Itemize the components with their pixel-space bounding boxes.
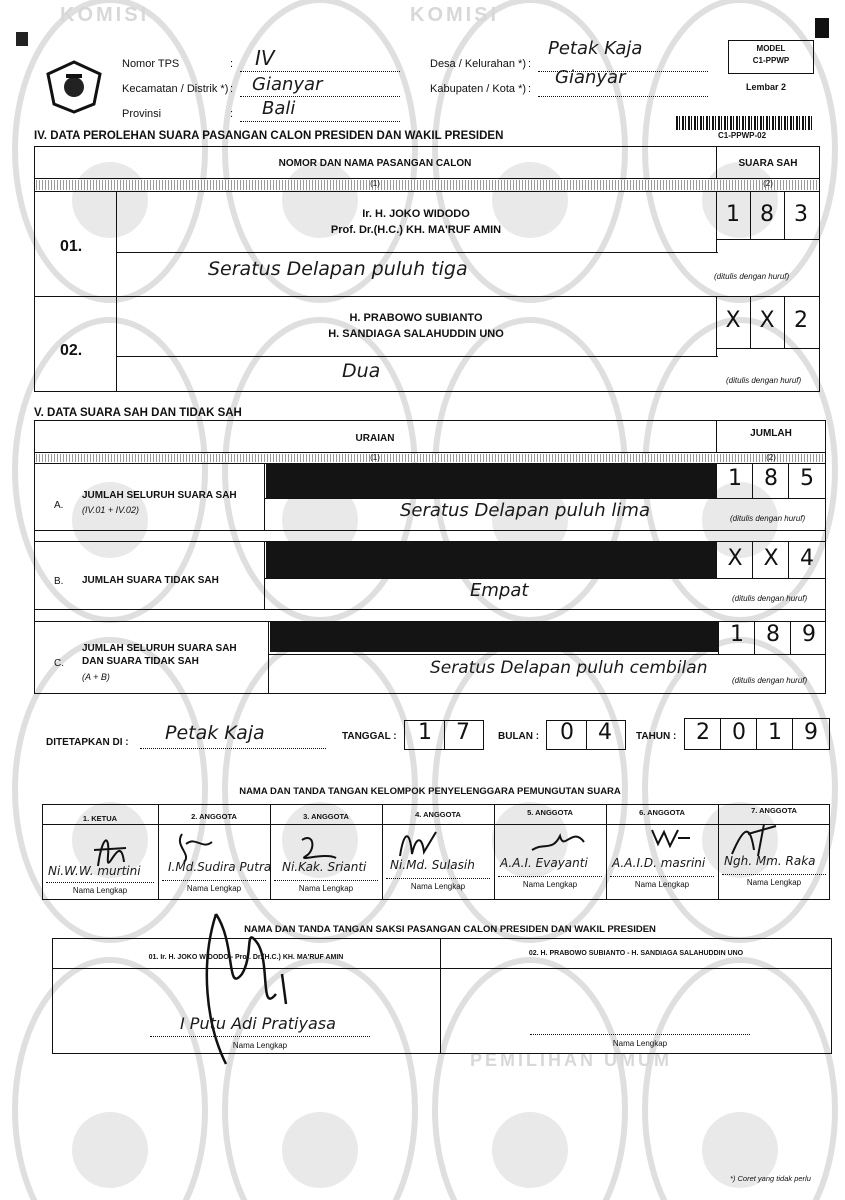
barcode [676, 116, 814, 130]
divider [116, 252, 718, 253]
words-note: (ditulis dengan huruf) [726, 376, 802, 385]
kpps-role: 2. ANGGOTA [191, 812, 237, 821]
name-caption: Nama Lengkap [634, 880, 690, 889]
name-caption: Nama Lengkap [232, 1041, 288, 1050]
kpu-logo-icon [44, 60, 104, 114]
divider [264, 498, 826, 499]
section-v-title: V. DATA SUARA SAH DAN TIDAK SAH [34, 407, 242, 419]
date-digit: 0 [560, 720, 574, 745]
colon: : [230, 108, 234, 120]
vote-digit: 1 [726, 202, 740, 227]
divider [716, 146, 717, 178]
row-sub: (A + B) [82, 672, 110, 682]
name-caption: Nama Lengkap [746, 878, 802, 887]
total-digit: X [727, 546, 743, 571]
divider [716, 463, 717, 498]
vote-digit: X [759, 308, 775, 333]
candidate-number: 02. [60, 342, 83, 359]
name-underline [150, 1036, 370, 1037]
words-note: (ditulis dengan huruf) [732, 594, 808, 603]
date-digit: 0 [732, 720, 746, 745]
tahun-label: TAHUN : [636, 731, 677, 742]
kpps-name: Ngh. Mm. Raka [724, 854, 816, 868]
col-num-1: (1) [370, 179, 380, 188]
kpps-name: A.A.I. Evayanti [500, 856, 588, 870]
total-digit: 5 [800, 466, 814, 491]
row-letter: A. [54, 500, 64, 511]
signature [648, 824, 692, 856]
name-underline [274, 880, 378, 881]
saksi-col2: 02. H. PRABOWO SUBIANTO - H. SANDIAGA SALAHUDDIN UNO [528, 950, 744, 957]
kpps-role: 7. ANGGOTA [751, 806, 797, 815]
candidate-name: Ir. H. JOKO WIDODO [362, 208, 470, 220]
kabupaten-value: Gianyar [555, 67, 626, 88]
kpps-name: Ni.W.W. murtini [48, 864, 141, 878]
provinsi-label: Provinsi [122, 108, 162, 120]
kpps-role: 6. ANGGOTA [639, 808, 685, 817]
form-code: C1-PPWP-02 [718, 131, 767, 140]
kpps-name: A.A.I.D. masrini [612, 856, 706, 870]
vote-digit: 3 [794, 202, 808, 227]
name-underline [46, 882, 154, 883]
desa-value: Petak Kaja [548, 38, 643, 59]
saksi-col1: 01. Ir. H. JOKO WIDODO - Prof. Dr.(H.C.) KH. MA'RUF AMIN [148, 954, 344, 961]
kpps-name: Ni.Kak. Srianti [282, 860, 367, 874]
vote-digit: 2 [794, 308, 808, 333]
col-name-header: NOMOR DAN NAMA PASANGAN CALON [278, 158, 472, 169]
date-digit: 9 [804, 720, 818, 745]
name-underline [498, 876, 602, 877]
tps-label: Nomor TPS [122, 58, 180, 70]
divider [444, 720, 445, 750]
divider [792, 718, 793, 750]
divider [34, 296, 820, 297]
candidate-name: Prof. Dr.(H.C.) KH. MA'RUF AMIN [330, 224, 502, 236]
kecamatan-label: Kecamatan / Distrik *) [122, 83, 229, 95]
total-digit: 8 [764, 466, 778, 491]
desa-label: Desa / Kelurahan *) [430, 58, 526, 70]
name-underline [386, 878, 490, 879]
divider [788, 541, 789, 578]
colon: : [230, 83, 234, 95]
provinsi-value: Bali [262, 98, 296, 119]
date-digit: 4 [598, 720, 612, 745]
name-caption: Nama Lengkap [612, 1039, 668, 1048]
divider [34, 609, 826, 610]
total-digit: 1 [728, 466, 742, 491]
corner-mark-right [815, 18, 829, 38]
candidate-name: H. SANDIAGA SALAHUDDIN UNO [328, 328, 504, 340]
divider [264, 578, 826, 579]
words-note: (ditulis dengan huruf) [714, 272, 790, 281]
name-underline [162, 880, 266, 881]
lembar-label: Lembar 2 [746, 82, 787, 92]
watermark-text-komisi-2: KOMISI [410, 4, 500, 26]
divider [716, 239, 820, 240]
divider [756, 718, 757, 750]
name-caption: Nama Lengkap [298, 884, 354, 893]
col-num-2: (2) [766, 453, 776, 462]
bulan-label: BULAN : [498, 731, 540, 742]
kecamatan-value: Gianyar [252, 74, 323, 95]
row-label: JUMLAH SUARA TIDAK SAH [82, 575, 219, 586]
saksi-name: I Putu Adi Pratiyasa [180, 1014, 336, 1033]
date-digit: 7 [456, 720, 470, 745]
divider [264, 463, 265, 530]
divider [716, 348, 820, 349]
row-letter: B. [54, 576, 64, 587]
divider [754, 621, 755, 654]
tanggal-label: TANGGAL : [342, 731, 397, 742]
tps-value: IV [255, 46, 275, 70]
ditetapkan-value: Petak Kaja [165, 722, 265, 744]
divider [268, 621, 269, 693]
watermark-text-komisi: KOMISI [60, 4, 150, 26]
divider [716, 541, 717, 578]
total-words: Seratus Delapan puluh lima [400, 500, 650, 521]
watermark-text-pemilu: PEMILIHAN UMUM [470, 1050, 672, 1070]
vote-digit: 8 [760, 202, 774, 227]
divider [42, 824, 830, 825]
date-digit: 1 [418, 720, 432, 745]
colon: : [230, 58, 234, 70]
divider [116, 191, 117, 392]
model-line2: C1-PPWP [752, 56, 790, 65]
kecamatan-underline [240, 96, 400, 97]
divider [268, 654, 826, 655]
words-note: (ditulis dengan huruf) [732, 676, 808, 685]
kpps-role: 4. ANGGOTA [415, 810, 461, 819]
row-label: JUMLAH SELURUH SUARA SAH [82, 490, 237, 501]
date-digit: 1 [768, 720, 782, 745]
redaction-bar [266, 464, 716, 498]
total-digit: 9 [802, 622, 816, 647]
divider [788, 463, 789, 498]
total-digit: 4 [800, 546, 814, 571]
total-words: Seratus Delapan puluh cembilan [430, 658, 708, 678]
col-desc-header: URAIAN [355, 433, 395, 444]
divider [34, 621, 826, 622]
total-digit: 8 [766, 622, 780, 647]
vote-digit: X [725, 308, 741, 333]
row-sub: (IV.01 + IV.02) [82, 505, 139, 515]
total-words: Empat [470, 580, 529, 601]
divider [116, 356, 718, 357]
kpps-role: 3. ANGGOTA [303, 812, 349, 821]
date-digit: 2 [696, 720, 710, 745]
ditetapkan-label: DITETAPKAN DI : [46, 737, 129, 748]
col-num-2: (2) [763, 179, 773, 188]
kabupaten-underline [538, 96, 708, 97]
ditetapkan-underline [140, 748, 326, 749]
kpps-name: Ni.Md. Sulasih [390, 858, 475, 872]
tps-underline [240, 71, 400, 72]
vote-words: Dua [342, 360, 381, 382]
row-label: JUMLAH SELURUH SUARA SAH DAN SUARA TIDAK SAH [82, 643, 237, 667]
words-note: (ditulis dengan huruf) [730, 514, 806, 523]
kpps-role: 5. ANGGOTA [527, 808, 573, 817]
name-underline [722, 874, 826, 875]
kpps-role: 1. KETUA [82, 814, 118, 823]
divider [264, 541, 265, 609]
divider [790, 621, 791, 654]
divider [720, 718, 721, 750]
name-caption: Nama Lengkap [186, 884, 242, 893]
footnote: *) Coret yang tidak perlu [730, 1174, 811, 1183]
col-num-1: (1) [370, 453, 380, 462]
divider [718, 621, 719, 654]
total-digit: 1 [730, 622, 744, 647]
saksi-title: NAMA DAN TANDA TANGAN SAKSI PASANGAN CALON PRESIDEN DAN WAKIL PRESIDEN [244, 924, 656, 935]
kpps-name: I.Md.Sudira Putra [168, 860, 272, 874]
divider [752, 463, 753, 498]
candidate-name: H. PRABOWO SUBIANTO [349, 312, 483, 324]
redaction-bar [270, 622, 718, 652]
divider [34, 191, 820, 192]
divider [716, 420, 717, 452]
name-underline [610, 876, 714, 877]
col-total-header: JUMLAH [750, 428, 792, 439]
model-line1: MODEL [756, 44, 786, 53]
redaction-bar [266, 542, 716, 578]
candidate-number: 01. [60, 238, 83, 255]
name-caption: Nama Lengkap [410, 882, 466, 891]
provinsi-underline [240, 121, 400, 122]
divider [52, 968, 832, 969]
row-letter: C. [54, 658, 64, 669]
name-caption: Nama Lengkap [72, 886, 128, 895]
divider [586, 720, 587, 750]
name-underline [530, 1034, 750, 1035]
colon: : [528, 58, 532, 70]
divider [34, 530, 826, 531]
name-caption: Nama Lengkap [522, 880, 578, 889]
colon: : [528, 83, 532, 95]
vote-words: Seratus Delapan puluh tiga [208, 258, 468, 280]
kpps-title: NAMA DAN TANDA TANGAN KELOMPOK PENYELENGGARA PEMUNGUTAN SUARA [239, 786, 621, 797]
section-iv-title: IV. DATA PEROLEHAN SUARA PASANGAN CALON PRESIDEN DAN WAKIL PRESIDEN [34, 130, 504, 142]
col-votes-header: SUARA SAH [738, 158, 798, 169]
kabupaten-label: Kabupaten / Kota *) [430, 83, 527, 95]
divider [34, 541, 826, 542]
total-digit: X [763, 546, 779, 571]
corner-mark-left [16, 32, 28, 46]
divider [752, 541, 753, 578]
